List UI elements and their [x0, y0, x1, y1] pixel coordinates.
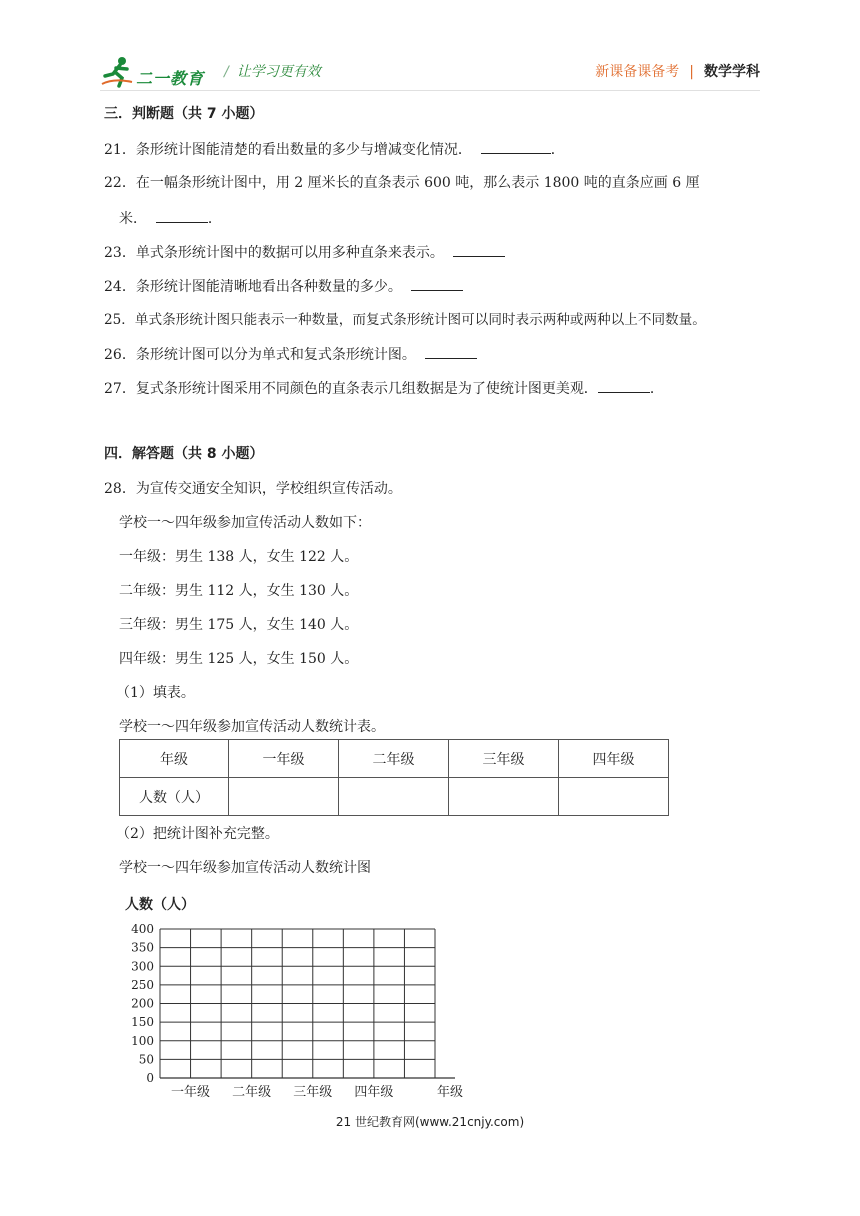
section-3-title: 三．判断题（共 7 小题） [104, 106, 264, 122]
y-tick-label: 50 [138, 1052, 154, 1067]
table-empty-cell[interactable] [229, 778, 339, 816]
q28-part-2: （2）把统计图补充完整。 [116, 826, 279, 842]
y-tick-label: 300 [131, 959, 154, 974]
y-tick-label: 100 [131, 1033, 154, 1048]
table-empty-cell[interactable] [339, 778, 449, 816]
question-21: 21．条形统计图能清楚的看出数量的多少与增减变化情况． ． [104, 139, 565, 160]
question-28: 28．为宣传交通安全知识，学校组织宣传活动。 [104, 481, 402, 497]
y-axis-title: 人数（人） [125, 897, 195, 913]
question-22-cont: 米． ． [119, 208, 222, 229]
table-header-row [120, 740, 669, 778]
footer: 21 世纪教育网(www.21cnjy.com) [335, 1115, 525, 1129]
answer-blank[interactable] [453, 242, 505, 257]
table-header-cell: 四年级 [559, 740, 669, 778]
x-category-label: 一年级 [171, 1085, 211, 1100]
y-tick-label: 250 [131, 977, 154, 992]
x-axis-title: 年级 [436, 1085, 464, 1100]
y-tick-label: 200 [131, 996, 154, 1011]
stat-table [119, 739, 669, 816]
q28-grade-1: 一年级：男生 138 人，女生 122 人。 [119, 549, 359, 565]
q28-grade-4: 四年级：男生 125 人，女生 150 人。 [119, 651, 359, 667]
page-header [100, 50, 760, 90]
y-tick-label: 350 [131, 940, 154, 955]
y-tick-label: 0 [146, 1071, 154, 1085]
answer-blank[interactable] [598, 378, 650, 393]
answer-blank[interactable] [481, 139, 551, 154]
header-subject: 新课备课备考 | 数学学科 [595, 64, 760, 80]
table-header-cell: 二年级 [339, 740, 449, 778]
question-22: 22．在一幅条形统计图中，用 2 厘米长的直条表示 600 吨，那么表示 1800 吨的直条应画 6 厘 [104, 175, 700, 191]
chart-title: 学校一～四年级参加宣传活动人数统计图 [119, 860, 371, 876]
section-4-title: 四．解答题（共 8 小题） [104, 446, 264, 462]
question-27: 27．复式条形统计图采用不同颜色的直条表示几组数据是为了使统计图更美观． ． [104, 378, 664, 399]
answer-blank[interactable] [425, 344, 477, 359]
runner-logo-icon [100, 56, 134, 88]
question-26: 26．条形统计图可以分为单式和复式条形统计图。 [104, 344, 477, 365]
table-empty-cell[interactable] [559, 778, 669, 816]
table-header-cell: 一年级 [229, 740, 339, 778]
q28-grade-3: 三年级：男生 175 人，女生 140 人。 [119, 617, 359, 633]
q28-part-1: （1）填表。 [116, 685, 195, 701]
table-row [120, 778, 669, 816]
slogan: / 让学习更有效 [224, 64, 321, 80]
question-23: 23．单式条形统计图中的数据可以用多种直条来表示。 [104, 242, 505, 263]
logo-text: 二一教育 [136, 69, 205, 88]
q28-grade-2: 二年级：男生 112 人，女生 130 人。 [119, 583, 359, 599]
bar-chart [110, 890, 480, 1110]
answer-blank[interactable] [411, 276, 463, 291]
question-25: 25．单式条形统计图只能表示一种数量，而复式条形统计图可以同时表示两种或两种以上不同数量。 [104, 312, 706, 328]
q28-intro: 学校一～四年级参加宣传活动人数如下： [119, 515, 371, 531]
y-tick-label: 150 [131, 1015, 154, 1030]
table-header-cell: 年级 [120, 740, 229, 778]
question-24: 24．条形统计图能清晰地看出各种数量的多少。 [104, 276, 463, 297]
table-title: 学校一～四年级参加宣传活动人数统计表。 [119, 719, 385, 735]
x-category-label: 二年级 [232, 1085, 272, 1100]
y-tick-label: 400 [131, 922, 154, 936]
answer-blank[interactable] [156, 208, 208, 223]
table-header-cell: 三年级 [449, 740, 559, 778]
table-row-label: 人数（人） [120, 778, 229, 816]
header-divider [100, 90, 760, 91]
logo [100, 56, 235, 88]
x-category-label: 三年级 [293, 1085, 333, 1100]
table-empty-cell[interactable] [449, 778, 559, 816]
x-category-label: 四年级 [354, 1085, 394, 1100]
